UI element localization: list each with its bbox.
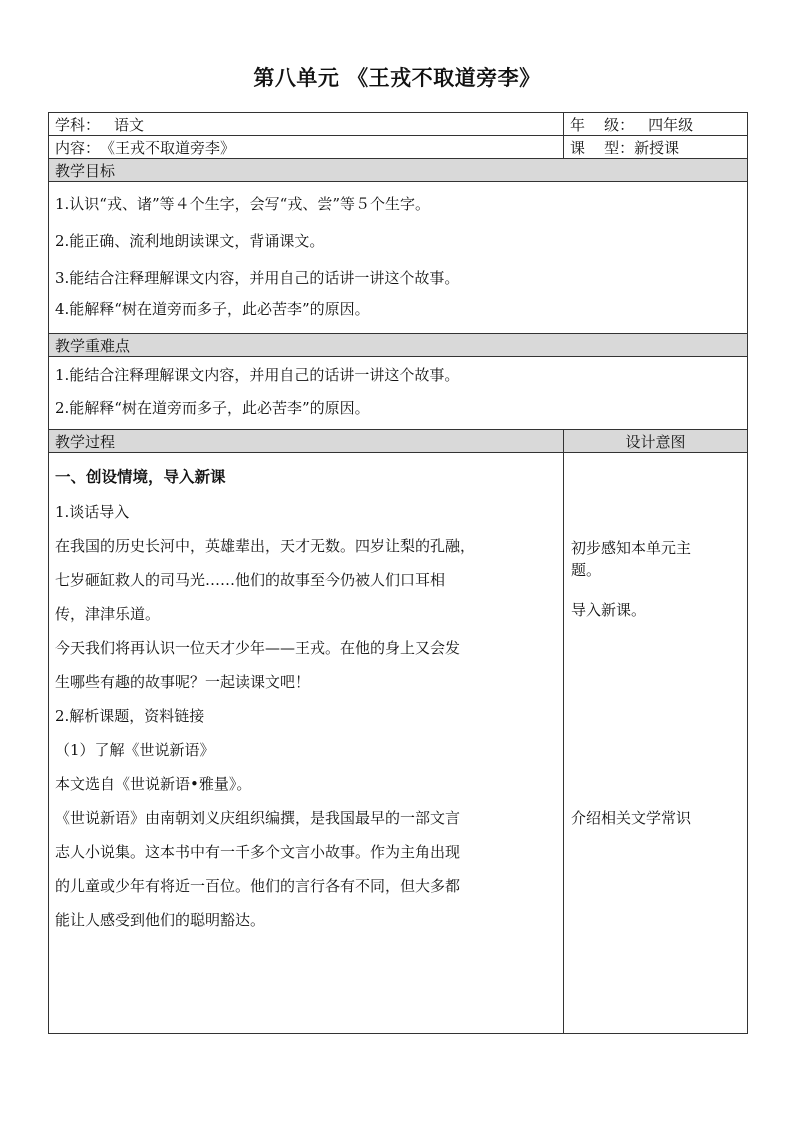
- subject-value: 语文: [114, 115, 145, 134]
- paragraph-line: 志人小说集。这本书中有一千多个文言小故事。作为主角出现: [55, 843, 461, 861]
- intent-note-3: [571, 807, 741, 829]
- paragraph-line: 生哪些有趣的故事呢？一起读课文吧！: [55, 673, 311, 691]
- content-label: 内容：: [55, 138, 101, 157]
- step-title: 2.解析课题，资料链接: [55, 707, 205, 725]
- paragraph-line: 七岁砸缸救人的司马光……他们的故事至今仍被人们口耳相: [55, 571, 446, 589]
- objective-item: 2.能正确、流利地朗读课文，背诵课文。: [55, 231, 325, 250]
- objectives-row: [49, 182, 748, 334]
- process-content: [49, 453, 564, 1034]
- intent-line: 初步感知本单元主: [571, 539, 692, 557]
- type-cell: [564, 136, 748, 159]
- grade-label: 年 级：: [570, 115, 635, 134]
- content-value: 《王戎不取道旁李》: [100, 138, 236, 157]
- intent-heading: 设计意图: [564, 430, 748, 453]
- key-point-item: 2.能解释“树在道旁而多子，此必苦李”的原因。: [55, 399, 370, 417]
- intent-line: 介绍相关文学常识: [571, 809, 692, 827]
- info-row-subject: [49, 113, 748, 136]
- intent-note-2: [571, 599, 741, 621]
- intent-content: [564, 453, 748, 1034]
- grade-value: 四年级: [648, 115, 694, 134]
- objective-item: 3.能结合注释理解课文内容，并用自己的话讲一讲这个故事。: [55, 268, 460, 287]
- objective-item: 4.能解释“树在道旁而多子，此必苦李”的原因。: [55, 299, 370, 318]
- key-point-item: 1.能结合注释理解课文内容，并用自己的话讲一讲这个故事。: [55, 366, 460, 384]
- section-title: 一、创设情境，导入新课: [55, 468, 226, 486]
- paragraph-line: 的儿童或少年有将近一百位。他们的言行各有不同，但大多都: [55, 877, 461, 895]
- objectives-heading-row: [49, 159, 748, 182]
- sub-step-title: （1）了解《世说新语》: [55, 741, 215, 759]
- paragraph-line: 在我国的历史长河中，英雄辈出，天才无数。四岁让梨的孔融，: [55, 537, 476, 555]
- page-title: 第八单元 《王戎不取道旁李》: [253, 66, 541, 90]
- subject-label: 学科：: [55, 115, 101, 134]
- lesson-plan-table: [48, 112, 748, 1034]
- type-value: 新授课: [634, 138, 680, 157]
- key-points-row: [49, 357, 748, 430]
- subject-cell: [49, 113, 564, 136]
- key-points-list: [49, 357, 748, 430]
- info-row-content: [49, 136, 748, 159]
- type-label: 课 型：: [570, 138, 635, 157]
- objectives-list: [49, 182, 748, 334]
- paragraph-line: 传，津津乐道。: [55, 605, 161, 623]
- process-heading-row: [49, 430, 748, 453]
- paragraph-line: 《世说新语》由南朝刘义庆组织编撰，是我国最早的一部文言: [55, 809, 461, 827]
- intent-line: 导入新课。: [571, 601, 647, 619]
- intent-note-1: [571, 537, 741, 581]
- process-row: [49, 453, 748, 1034]
- process-heading: 教学过程: [49, 430, 564, 453]
- step-title: 1.谈话导入: [55, 503, 130, 521]
- objectives-heading: 教学目标: [49, 159, 748, 182]
- paragraph-line: 今天我们将再认识一位天才少年——王戎。在他的身上又会发: [55, 639, 461, 657]
- grade-cell: [564, 113, 748, 136]
- intent-line: 题。: [571, 561, 602, 579]
- content-cell: [49, 136, 564, 159]
- paragraph-line: 本文选自《世说新语•雅量》。: [55, 775, 252, 793]
- key-points-heading: 教学重难点: [49, 334, 748, 357]
- objective-item: 1.认识“戎、诸”等４个生字，会写“戎、尝”等５个生字。: [55, 194, 430, 213]
- key-points-heading-row: [49, 334, 748, 357]
- paragraph-line: 能让人感受到他们的聪明豁达。: [55, 911, 266, 929]
